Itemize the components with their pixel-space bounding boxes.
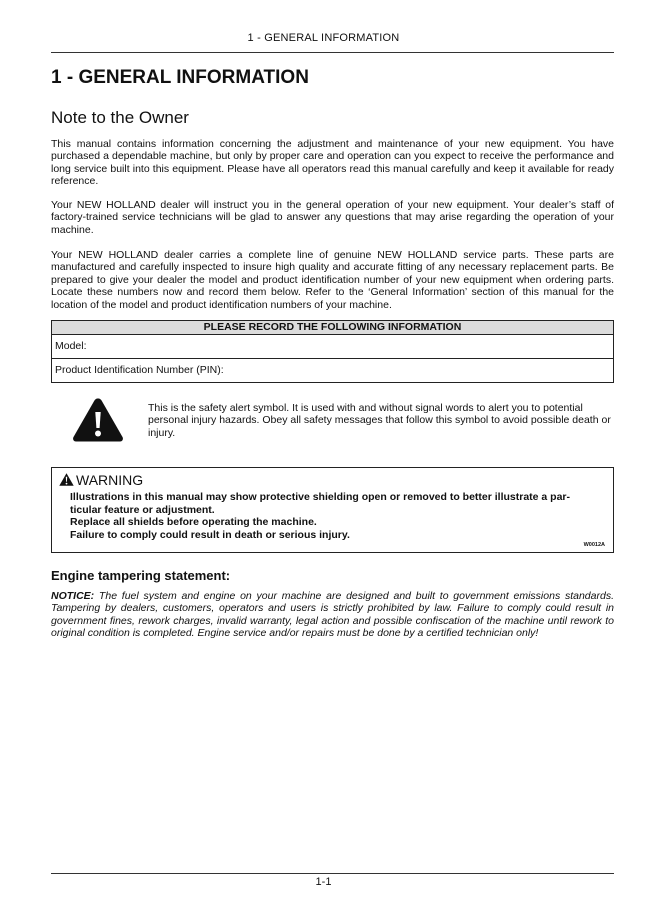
record-info-table bbox=[51, 320, 614, 383]
safety-alert-icon bbox=[72, 397, 124, 443]
footer-rule bbox=[51, 873, 614, 874]
header-rule bbox=[51, 52, 614, 53]
notice-label: NOTICE: bbox=[51, 590, 95, 602]
page-number: 1-1 bbox=[315, 876, 332, 888]
warning-box bbox=[51, 467, 614, 553]
warning-title bbox=[59, 472, 143, 488]
running-header: 1 - GENERAL INFORMATION bbox=[247, 32, 400, 44]
intro-paragraph: This manual contains information concerning the adjustment and maintenance of your new equipment. You have purchased a dependable machine, but only by proper care and operation can you expect to receive the performance and long service built into this equipment. Please have all operators read this manual carefully and keep it available for ready reference. bbox=[51, 138, 614, 188]
parts-paragraph: Your NEW HOLLAND dealer carries a complete line of genuine NEW HOLLAND service parts. These parts are manufactured and carefully inspected to insure high quality and accurate fitting of any necessary replacement parts. Be prepared to give your dealer the model and product identification number of your new equipment when ordering parts. Locate these numbers now and record them below. Refer to the ‘General Information’ section of this manual for the location of the model and product identification numbers of your machine. bbox=[51, 249, 614, 311]
section-title: Note to the Owner bbox=[51, 108, 189, 127]
dealer-paragraph: Your NEW HOLLAND dealer will instruct you in the general operation of your new equipment. Your dealer’s staff of factory-trained service technicians will be glad to answer any questions that may arise regarding the operation of your machine. bbox=[51, 199, 614, 236]
chapter-title: 1 - GENERAL INFORMATION bbox=[51, 67, 309, 88]
engine-notice bbox=[51, 590, 614, 640]
safety-alert-text: This is the safety alert symbol. It is used with and without signal words to alert you to potential personal injury hazards. Obey all safety messages that follow this symbol to avoid possible death or injury. bbox=[148, 402, 611, 439]
engine-tampering-heading: Engine tampering statement: bbox=[51, 568, 231, 583]
record-table-heading: PLEASE RECORD THE FOLLOWING INFORMATION bbox=[52, 321, 613, 335]
warning-body bbox=[70, 491, 600, 541]
notice-text: The fuel system and engine on your machine are designed and built to government emissions standards. Tampering by dealers, customers, operators and users is strictly prohibited by law. Failure to comply could result in government fines, rework charges, invalid warranty, legal action and possible confiscation of the machine until rework to original condition is completed. Engine service and/or repairs must be done by a certified technician only! bbox=[51, 590, 614, 640]
warning-line: Illustrations in this manual may show protective shielding open or removed to better illustrate a par-ticular feature or adjustment. bbox=[70, 491, 571, 516]
warning-triangle-icon bbox=[59, 473, 74, 486]
warning-code: W0012A bbox=[583, 542, 605, 548]
pin-field: Product Identification Number (PIN): bbox=[52, 358, 613, 382]
warning-line: Failure to comply could result in death or serious injury. bbox=[70, 528, 350, 541]
warning-title-label: WARNING bbox=[76, 472, 144, 488]
warning-line: Replace all shields before operating the machine. bbox=[70, 516, 317, 529]
model-field: Model: bbox=[55, 340, 87, 352]
